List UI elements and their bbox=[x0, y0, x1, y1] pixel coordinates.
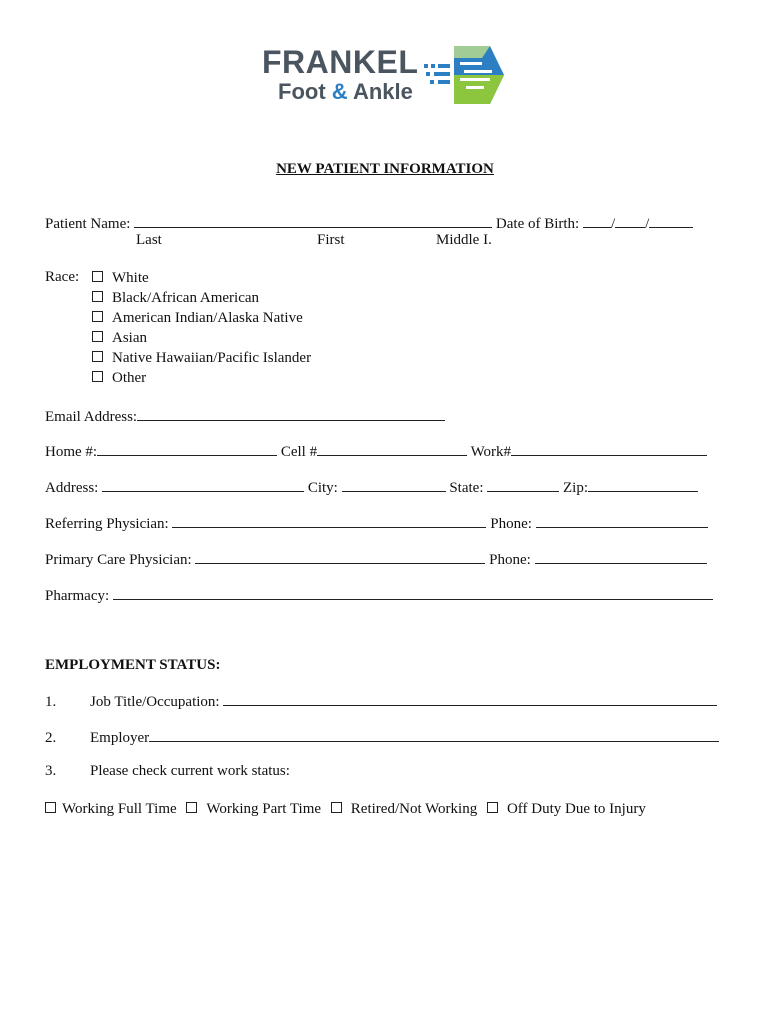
dob-label: Date of Birth: bbox=[495, 216, 580, 232]
email-row bbox=[45, 406, 445, 426]
patient-name-field[interactable] bbox=[134, 213, 492, 228]
cell-phone-label: Cell # bbox=[280, 444, 318, 460]
referring-phone-label: Phone: bbox=[490, 516, 532, 532]
employment-status-heading: EMPLOYMENT STATUS: bbox=[45, 657, 221, 673]
zip-label: Zip: bbox=[563, 480, 589, 496]
pharmacy-row bbox=[45, 585, 713, 605]
last-name-caption: Last bbox=[136, 232, 162, 248]
cell-phone-field[interactable] bbox=[317, 441, 467, 456]
job-title-label: Job Title/Occupation: bbox=[90, 694, 220, 710]
race-option[interactable]: Other bbox=[92, 368, 311, 388]
logo-subtitle: Foot & Ankle bbox=[278, 79, 413, 104]
home-phone-label: Home #: bbox=[45, 444, 98, 460]
work-status-option[interactable]: Retired/Not Working bbox=[331, 801, 477, 817]
email-label: Email Address: bbox=[45, 409, 138, 425]
phone-row bbox=[45, 441, 707, 461]
work-status-options bbox=[45, 800, 646, 818]
checkbox[interactable] bbox=[92, 271, 103, 282]
referring-phone-field[interactable] bbox=[536, 513, 708, 528]
address-field[interactable] bbox=[102, 477, 304, 492]
checkbox[interactable] bbox=[45, 802, 56, 813]
emp-item-1 bbox=[45, 691, 717, 711]
race-options bbox=[92, 268, 311, 388]
item-number: 3. bbox=[45, 763, 57, 779]
city-field[interactable] bbox=[342, 477, 446, 492]
work-status-option[interactable]: Off Duty Due to Injury bbox=[487, 801, 646, 817]
item-number: 1. bbox=[45, 694, 57, 710]
referring-physician-row bbox=[45, 513, 708, 533]
pcp-row bbox=[45, 549, 707, 569]
pharmacy-label: Pharmacy: bbox=[45, 588, 110, 604]
patient-name-label: Patient Name: bbox=[45, 216, 131, 232]
logo-wordmark: FRANKEL bbox=[262, 44, 419, 80]
dob-day-field[interactable] bbox=[615, 213, 645, 228]
race-option[interactable]: Black/African American bbox=[92, 288, 311, 308]
race-option[interactable]: White bbox=[92, 268, 311, 288]
pcp-field[interactable] bbox=[195, 549, 485, 564]
checkbox[interactable] bbox=[92, 311, 103, 322]
employer-field[interactable] bbox=[149, 727, 719, 742]
checkbox[interactable] bbox=[92, 351, 103, 362]
race-label: Race: bbox=[45, 269, 80, 285]
race-option[interactable]: Native Hawaiian/Pacific Islander bbox=[92, 348, 311, 368]
checkbox[interactable] bbox=[487, 802, 498, 813]
job-title-field[interactable] bbox=[223, 691, 717, 706]
first-name-caption: First bbox=[317, 232, 345, 248]
city-label: City: bbox=[307, 480, 338, 496]
frankel-logo bbox=[258, 42, 508, 108]
patient-name-row: Patient Name: Date of Birth: / / bbox=[45, 213, 693, 233]
work-status-option[interactable]: Working Full Time bbox=[45, 801, 177, 817]
emp-item-2 bbox=[45, 727, 719, 747]
form-title: NEW PATIENT INFORMATION bbox=[276, 161, 494, 177]
pcp-label: Primary Care Physician: bbox=[45, 552, 192, 568]
middle-initial-caption: Middle I. bbox=[436, 232, 492, 248]
state-label: State: bbox=[449, 480, 484, 496]
checkbox[interactable] bbox=[92, 371, 103, 382]
referring-physician-label: Referring Physician: bbox=[45, 516, 169, 532]
work-phone-label: Work# bbox=[470, 444, 512, 460]
dob-month-field[interactable] bbox=[583, 213, 611, 228]
pcp-phone-label: Phone: bbox=[489, 552, 531, 568]
logo-arrow-icon bbox=[424, 46, 506, 104]
home-phone-field[interactable] bbox=[97, 441, 277, 456]
zip-field[interactable] bbox=[588, 477, 698, 492]
race-option[interactable]: American Indian/Alaska Native bbox=[92, 308, 311, 328]
work-status-prompt: Please check current work status: bbox=[90, 763, 290, 779]
pharmacy-field[interactable] bbox=[113, 585, 713, 600]
address-row bbox=[45, 477, 698, 497]
emp-item-3 bbox=[45, 762, 290, 780]
pcp-phone-field[interactable] bbox=[535, 549, 707, 564]
item-number: 2. bbox=[45, 730, 57, 746]
checkbox[interactable] bbox=[92, 291, 103, 302]
dob-year-field[interactable] bbox=[649, 213, 693, 228]
employer-label: Employer bbox=[90, 730, 150, 746]
work-phone-field[interactable] bbox=[511, 441, 707, 456]
state-field[interactable] bbox=[487, 477, 559, 492]
referring-physician-field[interactable] bbox=[172, 513, 486, 528]
checkbox[interactable] bbox=[92, 331, 103, 342]
checkbox[interactable] bbox=[186, 802, 197, 813]
checkbox[interactable] bbox=[331, 802, 342, 813]
race-option[interactable]: Asian bbox=[92, 328, 311, 348]
work-status-option[interactable]: Working Part Time bbox=[186, 801, 321, 817]
address-label: Address: bbox=[45, 480, 99, 496]
email-field[interactable] bbox=[137, 406, 445, 421]
